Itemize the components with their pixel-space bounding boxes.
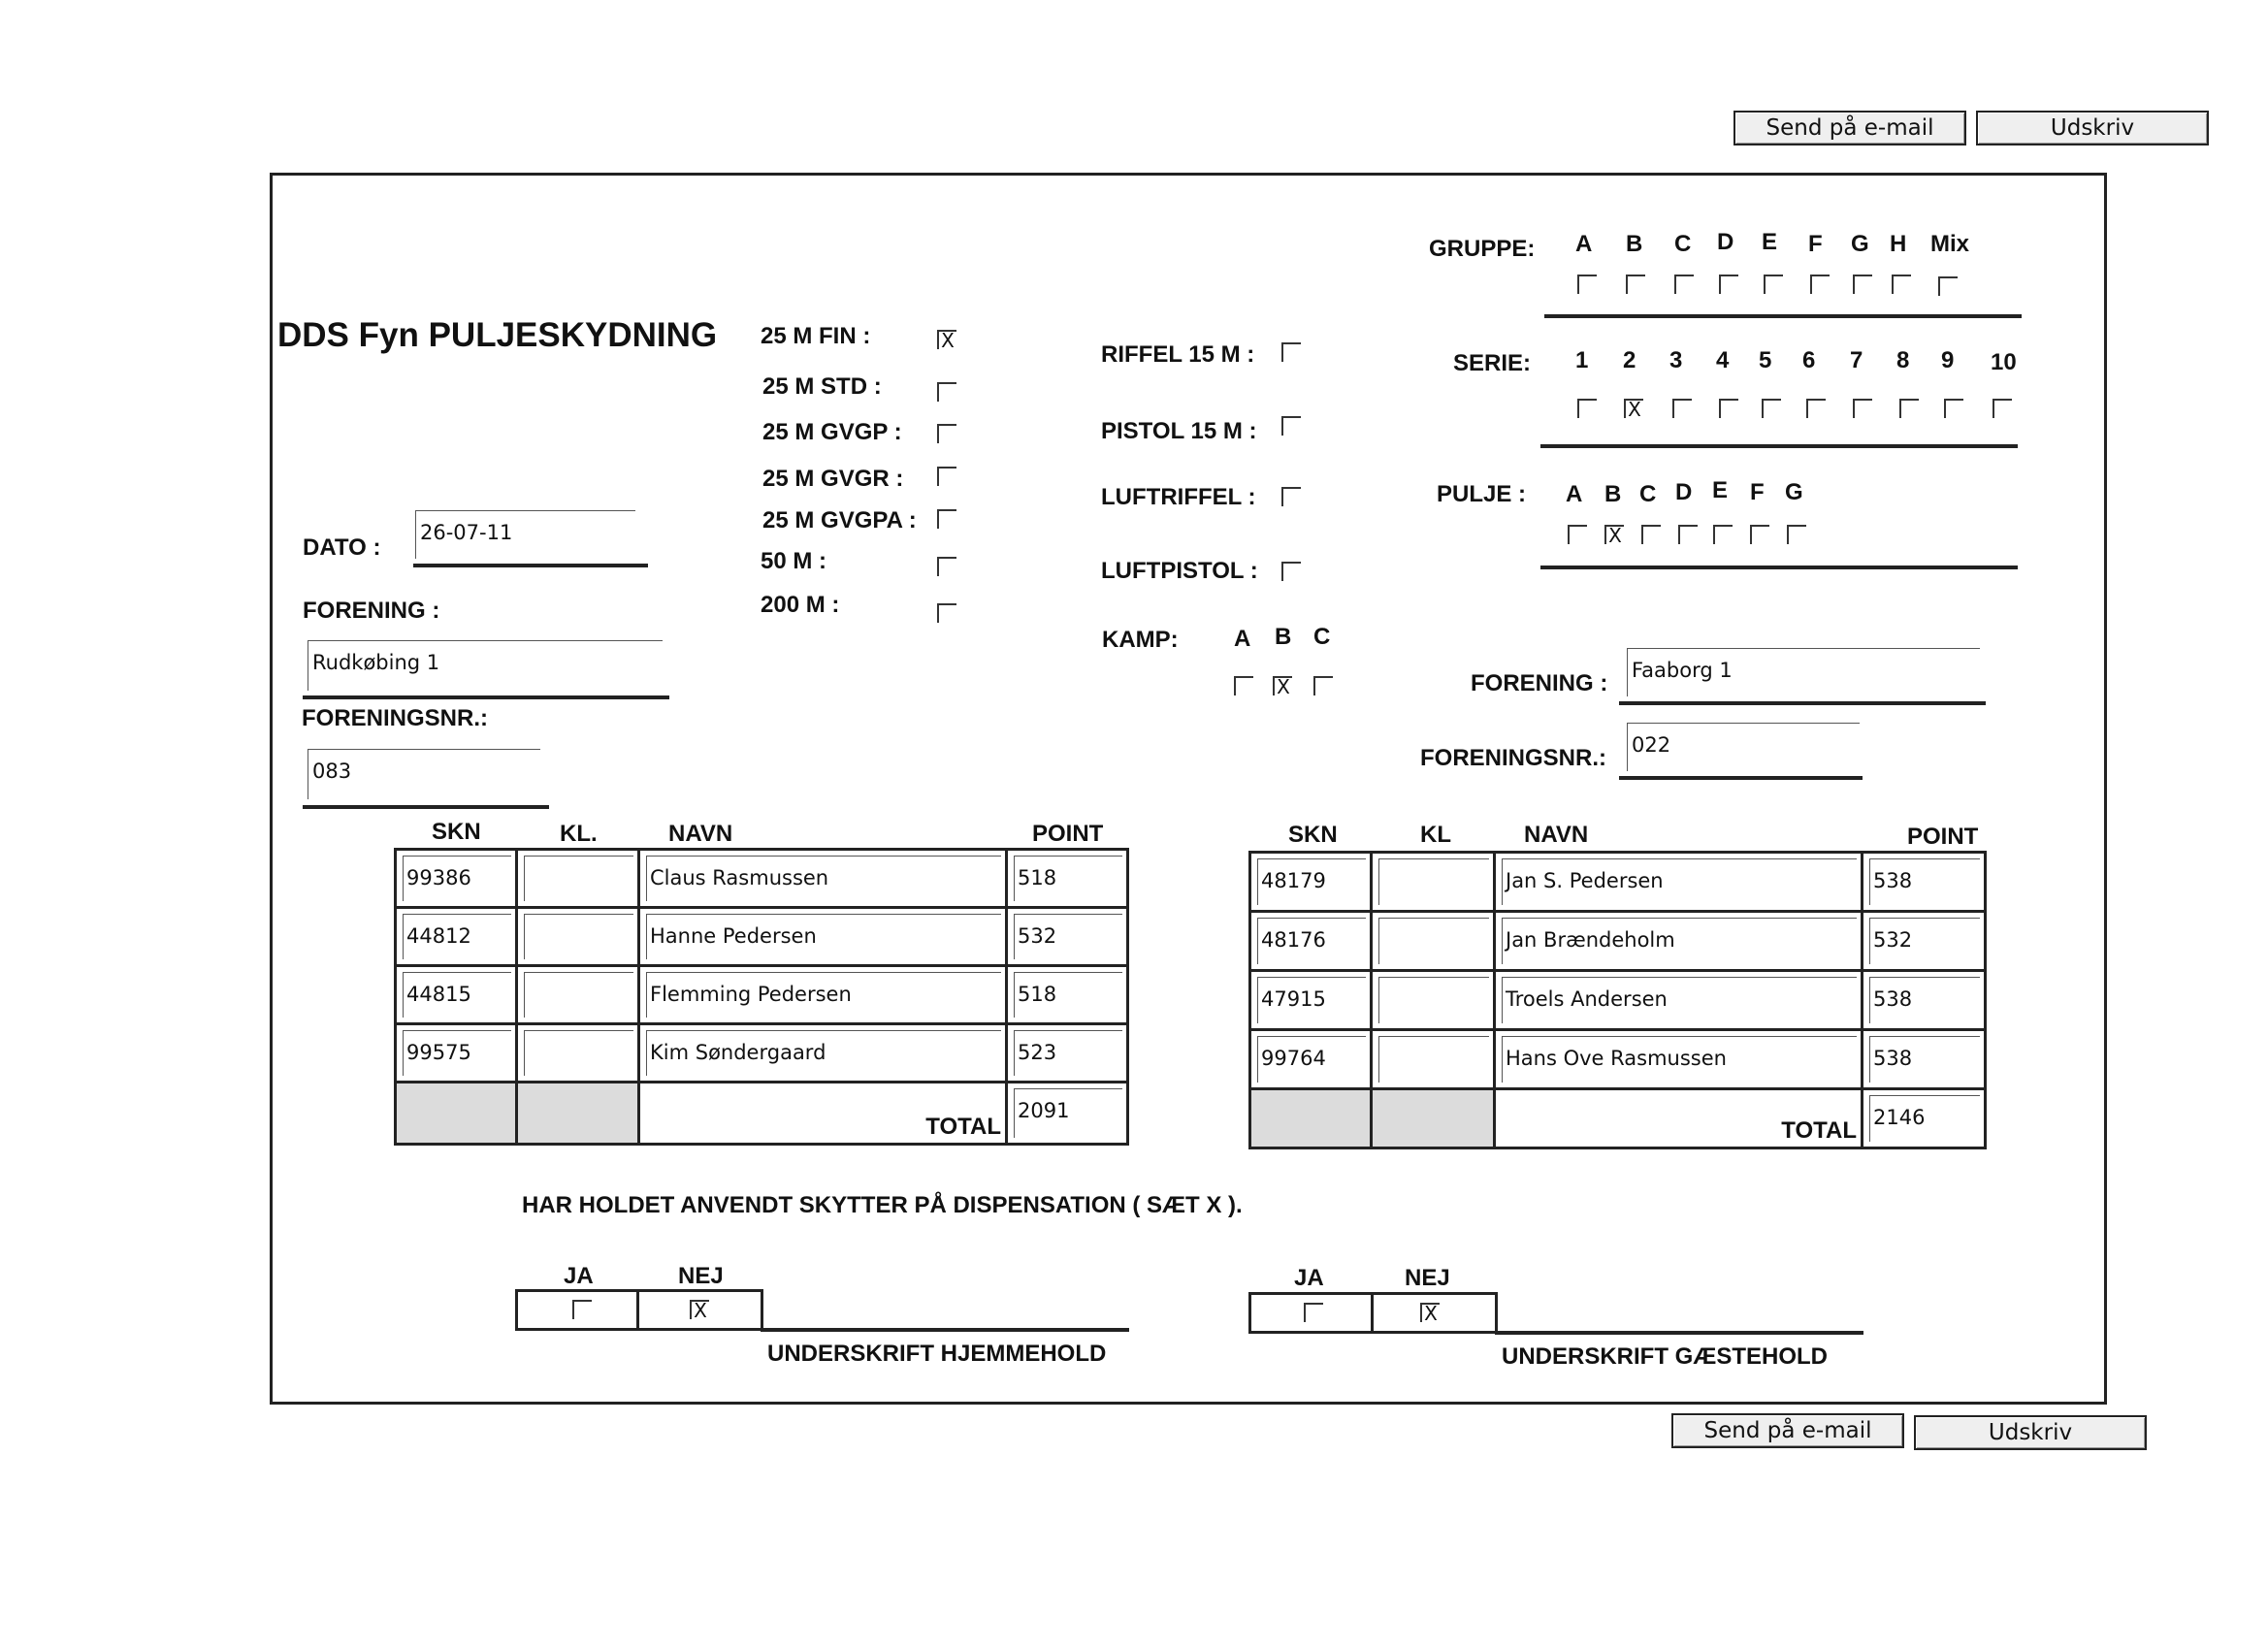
- home-navn-value[interactable]: Claus Rasmussen: [646, 856, 1001, 901]
- home-nej-label: NEJ: [678, 1263, 724, 1289]
- gruppe-letter: B: [1626, 231, 1643, 257]
- forening-label: FORENING :: [303, 598, 440, 624]
- guest-cell-navn[interactable]: [1493, 910, 1863, 972]
- guest-cell-navn[interactable]: [1493, 969, 1863, 1031]
- home-total-label: TOTAL: [925, 1114, 1001, 1140]
- pulje-checkbox[interactable]: [1568, 525, 1587, 544]
- guest-skn-value[interactable]: 99764: [1257, 1036, 1366, 1083]
- kamp-letter: A: [1234, 626, 1251, 652]
- serie-number: 1: [1575, 347, 1589, 373]
- pulje-letter: D: [1675, 479, 1693, 505]
- serie-checkbox[interactable]: X: [1624, 399, 1643, 418]
- pulje-letter: F: [1750, 479, 1765, 505]
- guest-total-blank: [1248, 1087, 1373, 1149]
- guest-kl-value[interactable]: [1378, 977, 1489, 1023]
- gruppe-letter: Mix: [1930, 231, 1970, 257]
- guest-navn-value[interactable]: Troels Andersen: [1502, 977, 1857, 1023]
- home-cell-skn[interactable]: [394, 1022, 518, 1083]
- dispensation-question: HAR HOLDET ANVENDT SKYTTER PÅ DISPENSATION ( SÆT X ).: [522, 1192, 1243, 1218]
- discipline-checkbox[interactable]: [1281, 487, 1301, 506]
- discipline-checkbox[interactable]: X: [937, 330, 956, 349]
- home-skn-value[interactable]: 99575: [403, 1030, 511, 1076]
- serie-checkbox[interactable]: [1993, 399, 2012, 418]
- pulje-letter: E: [1712, 477, 1729, 503]
- home-nej-checkbox[interactable]: X: [690, 1300, 709, 1319]
- home-cell-navn[interactable]: [637, 848, 1008, 909]
- discipline-label: 25 M GVGR :: [762, 466, 904, 492]
- pulje-letter: G: [1785, 479, 1803, 505]
- home-total-cell[interactable]: [1005, 1081, 1129, 1146]
- kamp-checkbox[interactable]: [1313, 676, 1333, 695]
- home-cell-skn[interactable]: [394, 964, 518, 1025]
- discipline-label: 200 M :: [761, 592, 840, 618]
- guest-cell-kl[interactable]: [1370, 851, 1496, 913]
- dato-label: DATO :: [303, 534, 381, 561]
- home-point-value[interactable]: 532: [1014, 914, 1122, 959]
- send-email-button-top[interactable]: Send på e-mail: [1733, 111, 1966, 146]
- discipline-label: PISTOL 15 M :: [1101, 418, 1257, 444]
- serie-number: 4: [1716, 347, 1730, 373]
- home-cell-skn[interactable]: [394, 906, 518, 967]
- home-cell-kl[interactable]: [515, 906, 640, 967]
- guest-point-value[interactable]: 532: [1869, 918, 1980, 964]
- pulje-checkbox[interactable]: X: [1604, 525, 1624, 544]
- guest-point-value[interactable]: 538: [1869, 977, 1980, 1023]
- home-cell-point[interactable]: [1005, 1022, 1129, 1083]
- gruppe-checkbox[interactable]: [1674, 275, 1694, 294]
- guest-foreningsnr-field[interactable]: 022: [1627, 723, 1860, 771]
- forening-underline: [303, 695, 669, 699]
- serie-number: 8: [1896, 347, 1910, 373]
- home-signature-label: UNDERSKRIFT HJEMMEHOLD: [767, 1341, 1107, 1367]
- discipline-label: LUFTPISTOL :: [1101, 558, 1258, 584]
- home-ja-label: JA: [564, 1263, 594, 1289]
- serie-checkbox[interactable]: [1899, 399, 1919, 418]
- guest-foreningsnr-label: FORENINGSNR.:: [1420, 745, 1606, 771]
- home-navn-value[interactable]: Hanne Pedersen: [646, 914, 1001, 959]
- serie-checkbox[interactable]: [1577, 399, 1597, 418]
- pulje-letter: C: [1639, 481, 1657, 507]
- discipline-label: 50 M :: [761, 548, 827, 574]
- home-cell-point[interactable]: [1005, 848, 1129, 909]
- guest-ja-checkbox[interactable]: [1304, 1303, 1323, 1322]
- forening-field[interactable]: Rudkøbing 1: [308, 640, 663, 691]
- gruppe-underline: [1544, 314, 2022, 318]
- home-point-value[interactable]: 523: [1014, 1030, 1122, 1076]
- guest-cell-skn[interactable]: [1248, 969, 1373, 1031]
- guest-kl-value[interactable]: [1378, 858, 1489, 905]
- guest-cell-kl[interactable]: [1370, 969, 1496, 1031]
- guest-kl-value[interactable]: [1378, 1036, 1489, 1083]
- serie-number: 10: [1991, 349, 2017, 375]
- gruppe-letter: A: [1575, 231, 1593, 257]
- guest-cell-point[interactable]: [1861, 851, 1987, 913]
- home-kl-value[interactable]: [524, 1030, 633, 1076]
- pulje-checkbox[interactable]: [1713, 525, 1733, 544]
- gruppe-letter: D: [1717, 229, 1734, 255]
- dato-underline: [413, 564, 648, 567]
- guest-nej-label: NEJ: [1405, 1265, 1450, 1291]
- guest-skn-value[interactable]: 47915: [1257, 977, 1366, 1023]
- guest-cell-point[interactable]: [1861, 910, 1987, 972]
- home-kl-value[interactable]: [524, 856, 633, 901]
- home-ja-box[interactable]: [515, 1289, 639, 1331]
- guest-total-label: TOTAL: [1781, 1117, 1857, 1144]
- home-nej-box[interactable]: [636, 1289, 763, 1331]
- kamp-letter: C: [1313, 624, 1331, 650]
- serie-checkbox[interactable]: [1762, 399, 1781, 418]
- home-navn-value[interactable]: Kim Søndergaard: [646, 1030, 1001, 1076]
- home-cell-navn[interactable]: [637, 964, 1008, 1025]
- guest-nej-checkbox[interactable]: X: [1420, 1303, 1440, 1322]
- guest-header-navn: NAVN: [1524, 822, 1589, 848]
- guest-forening-underline: [1619, 701, 1986, 705]
- discipline-label: LUFTRIFFEL :: [1101, 484, 1256, 510]
- gruppe-letter: F: [1808, 231, 1823, 257]
- home-skn-value[interactable]: 44815: [403, 972, 511, 1018]
- guest-navn-value[interactable]: Hans Ove Rasmussen: [1502, 1036, 1857, 1083]
- guest-forening-label: FORENING :: [1471, 670, 1608, 696]
- home-total-blank: [394, 1081, 518, 1146]
- guest-cell-skn[interactable]: [1248, 851, 1373, 913]
- gruppe-label: GRUPPE:: [1429, 236, 1536, 262]
- guest-skn-value[interactable]: 48176: [1257, 918, 1366, 964]
- guest-navn-value[interactable]: Jan S. Pedersen: [1502, 858, 1857, 905]
- home-cell-point[interactable]: [1005, 964, 1129, 1025]
- gruppe-checkbox[interactable]: [1938, 276, 1958, 296]
- guest-cell-navn[interactable]: [1493, 1028, 1863, 1090]
- send-email-button-bottom[interactable]: Send på e-mail: [1671, 1413, 1904, 1448]
- serie-number: 2: [1623, 347, 1636, 373]
- guest-cell-kl[interactable]: [1370, 910, 1496, 972]
- guest-skn-value[interactable]: 48179: [1257, 858, 1366, 905]
- serie-number: 3: [1669, 347, 1683, 373]
- foreningsnr-label: FORENINGSNR.:: [302, 705, 488, 731]
- home-skn-value[interactable]: 44812: [403, 914, 511, 959]
- discipline-label: 25 M STD :: [762, 373, 882, 400]
- home-navn-value[interactable]: Flemming Pedersen: [646, 972, 1001, 1018]
- dato-field[interactable]: 26-07-11: [415, 510, 635, 559]
- guest-cell-kl[interactable]: [1370, 1028, 1496, 1090]
- guest-ja-label: JA: [1294, 1265, 1324, 1291]
- gruppe-checkbox[interactable]: [1577, 275, 1597, 294]
- home-total-blank: [515, 1081, 640, 1146]
- discipline-checkbox[interactable]: [937, 509, 956, 529]
- pulje-checkbox[interactable]: [1787, 525, 1806, 544]
- discipline-checkbox[interactable]: [1281, 562, 1301, 581]
- serie-checkbox[interactable]: [1944, 399, 1963, 418]
- discipline-label: RIFFEL 15 M :: [1101, 341, 1255, 368]
- discipline-checkbox[interactable]: [937, 557, 956, 576]
- guest-header-skn: SKN: [1288, 822, 1338, 848]
- discipline-checkbox[interactable]: [937, 424, 956, 443]
- guest-cell-navn[interactable]: [1493, 851, 1863, 913]
- home-header-point: POINT: [1032, 821, 1104, 847]
- guest-cell-skn[interactable]: [1248, 1028, 1373, 1090]
- guest-cell-point[interactable]: [1861, 1028, 1987, 1090]
- guest-point-value[interactable]: 538: [1869, 1036, 1980, 1083]
- discipline-checkbox[interactable]: [1281, 342, 1301, 362]
- gruppe-checkbox[interactable]: [1810, 275, 1830, 294]
- guest-point-value[interactable]: 538: [1869, 858, 1980, 905]
- pulje-underline: [1540, 566, 2018, 569]
- guest-total-blank: [1370, 1087, 1496, 1149]
- serie-number: 6: [1802, 347, 1816, 373]
- serie-underline: [1540, 444, 2018, 448]
- foreningsnr-field[interactable]: 083: [308, 749, 540, 799]
- guest-total-cell[interactable]: [1861, 1087, 1987, 1149]
- home-point-value[interactable]: 518: [1014, 856, 1122, 901]
- home-cell-point[interactable]: [1005, 906, 1129, 967]
- guest-kl-value[interactable]: [1378, 918, 1489, 964]
- kamp-label: KAMP:: [1102, 627, 1179, 653]
- discipline-checkbox[interactable]: [937, 603, 956, 623]
- pulje-letter: B: [1604, 481, 1622, 507]
- guest-navn-value[interactable]: Jan Brændeholm: [1502, 918, 1857, 964]
- pulje-checkbox[interactable]: [1678, 525, 1698, 544]
- home-header-skn: SKN: [432, 819, 481, 845]
- guest-header-kl: KL: [1420, 822, 1451, 848]
- home-cell-kl[interactable]: [515, 964, 640, 1025]
- discipline-checkbox[interactable]: [937, 382, 956, 402]
- guest-forening-field[interactable]: Faaborg 1: [1627, 648, 1980, 696]
- discipline-checkbox[interactable]: [937, 467, 956, 486]
- guest-signature-label: UNDERSKRIFT GÆSTEHOLD: [1502, 1343, 1828, 1370]
- guest-total-label-cell: [1493, 1087, 1863, 1149]
- serie-checkbox[interactable]: [1806, 399, 1826, 418]
- guest-cell-skn[interactable]: [1248, 910, 1373, 972]
- serie-label: SERIE:: [1453, 350, 1532, 376]
- home-point-value[interactable]: 518: [1014, 972, 1122, 1018]
- home-ja-checkbox[interactable]: [572, 1300, 592, 1319]
- guest-signature-line: [1495, 1331, 1863, 1335]
- pulje-checkbox[interactable]: [1750, 525, 1769, 544]
- home-skn-value[interactable]: 99386: [403, 856, 511, 901]
- home-cell-navn[interactable]: [637, 906, 1008, 967]
- guest-nej-box[interactable]: [1371, 1292, 1498, 1334]
- guest-header-point: POINT: [1907, 824, 1979, 850]
- gruppe-letter: H: [1890, 231, 1907, 257]
- discipline-label: 25 M FIN :: [761, 323, 871, 349]
- guest-total-value[interactable]: 2146: [1869, 1095, 1980, 1142]
- home-header-navn: NAVN: [668, 821, 733, 847]
- guest-ja-box[interactable]: [1248, 1292, 1374, 1334]
- print-button-top[interactable]: Udskriv: [1976, 111, 2209, 146]
- home-cell-kl[interactable]: [515, 1022, 640, 1083]
- print-button-bottom[interactable]: Udskriv: [1914, 1415, 2147, 1450]
- home-total-value[interactable]: 2091: [1014, 1088, 1122, 1138]
- kamp-letter: B: [1275, 624, 1292, 650]
- serie-number: 7: [1850, 347, 1863, 373]
- gruppe-checkbox[interactable]: [1719, 275, 1738, 294]
- gruppe-checkbox[interactable]: [1764, 275, 1783, 294]
- discipline-label: 25 M GVGP :: [762, 419, 902, 445]
- home-signature-line: [761, 1328, 1129, 1332]
- guest-cell-point[interactable]: [1861, 969, 1987, 1031]
- discipline-label: 25 M GVGPA :: [762, 507, 917, 534]
- pulje-label: PULJE :: [1437, 481, 1527, 507]
- serie-number: 9: [1941, 347, 1955, 373]
- serie-checkbox[interactable]: [1672, 399, 1692, 418]
- serie-number: 5: [1759, 347, 1772, 373]
- home-kl-value[interactable]: [524, 914, 633, 959]
- gruppe-letter: E: [1762, 229, 1778, 255]
- home-cell-kl[interactable]: [515, 848, 640, 909]
- pulje-letter: A: [1566, 481, 1583, 507]
- pulje-checkbox[interactable]: [1641, 525, 1661, 544]
- kamp-checkbox[interactable]: [1234, 676, 1253, 695]
- form-title: DDS Fyn PULJESKYDNING: [277, 316, 718, 354]
- guest-foreningsnr-underline: [1619, 776, 1863, 780]
- kamp-checkbox[interactable]: X: [1273, 676, 1292, 695]
- gruppe-letter: C: [1674, 231, 1692, 257]
- gruppe-checkbox[interactable]: [1892, 275, 1911, 294]
- foreningsnr-underline: [303, 805, 549, 809]
- serie-checkbox[interactable]: [1853, 399, 1872, 418]
- home-kl-value[interactable]: [524, 972, 633, 1018]
- home-total-label-cell: [637, 1081, 1008, 1146]
- gruppe-checkbox[interactable]: [1626, 275, 1645, 294]
- home-cell-navn[interactable]: [637, 1022, 1008, 1083]
- gruppe-letter: G: [1851, 231, 1869, 257]
- discipline-checkbox[interactable]: [1281, 416, 1301, 436]
- serie-checkbox[interactable]: [1719, 399, 1738, 418]
- gruppe-checkbox[interactable]: [1853, 275, 1872, 294]
- home-header-kl: KL.: [560, 821, 598, 847]
- home-cell-skn[interactable]: [394, 848, 518, 909]
